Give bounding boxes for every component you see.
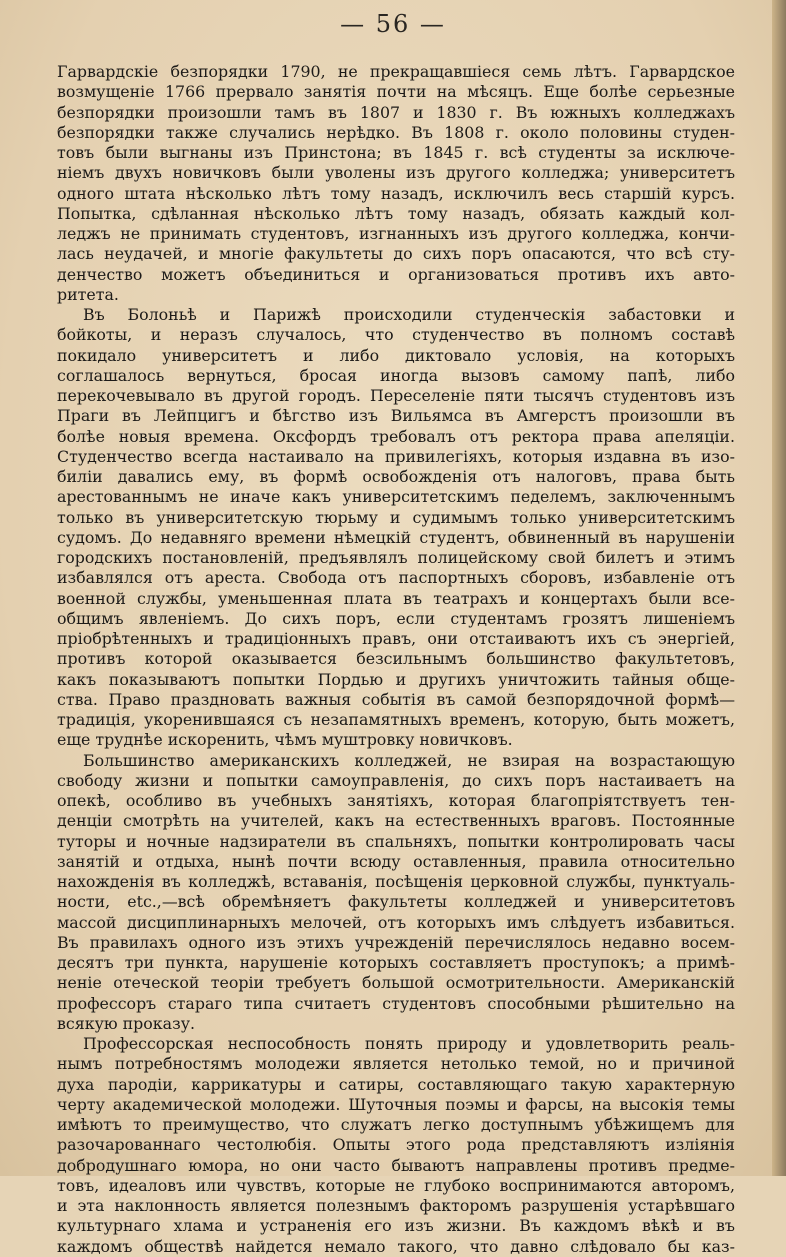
text-line: Профессорская неспособность понять природу и удовлетворить реаль- <box>83 1034 735 1053</box>
text-line: прiобрѣтенныхъ и традицiонныхъ правъ, они отстаиваютъ ихъ съ энергiей, <box>57 629 735 648</box>
text-line: ненiе отеческой теорiи требуетъ большой осмотрительности. Американскiй <box>57 973 735 993</box>
text-line: добродушнаго юмора, но они часто бываютъ направлены противъ предме- <box>57 1155 735 1175</box>
text-line: профессоръ стараго типа считаетъ студентовъ способными рѣшительно на <box>57 993 735 1013</box>
text-line: Гарвардскiе безпорядки 1790, не прекращавшiеся семь лѣтъ. Гарвардское <box>57 62 735 81</box>
paragraph <box>57 62 735 305</box>
text-line: билiи давались ему, въ формѣ освобожденiя отъ налоговъ, права быть <box>57 467 735 486</box>
text-line: возмущенiе 1766 прервало занятiя почти на мѣсяцъ. Еще болѣе серьезные <box>57 82 735 102</box>
text-line: массой дисциплинарныхъ мелочей, отъ которыхъ имъ слѣдуетъ избавиться. <box>57 912 735 932</box>
text-line: какъ показываютъ попытки Пордью и другихъ уничтожить тайныя обще- <box>57 669 735 689</box>
text-line: безпорядки также случались нерѣдко. Въ 1808 г. около половины студен- <box>57 122 735 142</box>
text-line: безпорядки произошли тамъ въ 1807 и 1830 г. Въ южныхъ колледжахъ <box>57 102 735 122</box>
text-line: всякую проказу. <box>57 1013 196 1033</box>
text-line: Студенчество всегда настаивало на привилегiяхъ, которыя издавна въ изо- <box>57 446 735 466</box>
text-line: бойкоты, и неразъ случалось, что студенчество въ полномъ составѣ <box>57 325 735 345</box>
text-line: судомъ. До недавняго времени нѣмецкiй студентъ, обвиненный въ нарушенiи <box>57 527 735 547</box>
text-line: духа пародiи, каррикатуры и сатиры, составляющаго такую характерную <box>57 1074 735 1094</box>
text-line: каждомъ обществѣ найдется немало такого, что давно слѣдовало бы каз- <box>57 1236 735 1256</box>
paragraph <box>57 1034 735 1257</box>
text-line: разочарованнаго честолюбiя. Опыты этого рода представляютъ излiянiя <box>57 1135 735 1155</box>
text-line: товъ, идеаловъ или чувствъ, которые не глубоко воспринимаются авторомъ, <box>57 1175 735 1195</box>
text-line: еще труднѣе искоренить, чѣмъ муштровку новичковъ. <box>57 730 513 750</box>
text-line: леджъ не принимать студентовъ, изгнанныхъ изъ другого колледжа, кончи- <box>57 224 735 243</box>
text-line: покидало университетъ и либо диктовало условiя, на которыхъ <box>57 345 735 365</box>
text-line: Въ Болоньѣ и Парижѣ происходили студенческiя забастовки и <box>83 305 735 324</box>
text-line: городскихъ постановленiй, предъявлялъ полицейскому свой билетъ и этимъ <box>57 548 735 567</box>
text-line: противъ которой оказывается безсильнымъ большинство факультетовъ, <box>57 649 735 669</box>
text-line: традицiя, укоренившаяся съ незапамятныхъ временъ, которую, быть можетъ, <box>57 710 735 729</box>
paragraph <box>57 305 735 751</box>
page-edge <box>772 0 786 1176</box>
text-line: нiемъ двухъ новичковъ были уволены изъ другого колледжа; университетъ <box>57 163 735 183</box>
text-line: туторы и ночные надзиратели въ спальняхъ, попытки контролировать часы <box>57 831 735 851</box>
text-line: имѣютъ то преимущество, что служатъ легко доступнымъ убѣжищемъ для <box>57 1115 735 1134</box>
text-line: денчество можетъ объединиться и организоваться противъ ихъ авто- <box>57 264 735 284</box>
text-line: лась неудачей, и многiе факультеты до сихъ поръ опасаются, что всѣ сту- <box>57 244 735 264</box>
text-line: только въ университетскую тюрьму и судимымъ только университетскимъ <box>57 507 735 527</box>
text-line: болѣе новыя времена. Оксфордъ требовалъ отъ ректора права апеляцiи. <box>57 426 735 446</box>
text-line: денцiи смотрѣть на учителей, какъ на естественныхъ враговъ. Постоянные <box>57 811 735 831</box>
page-number: — 56 — <box>340 10 446 38</box>
page-text <box>57 62 735 1257</box>
text-line: одного штата нѣсколько лѣтъ тому назадъ, исключилъ весь старшiй курсъ. <box>57 183 735 203</box>
text-line: соглашалось вернуться, бросая иногда вызовъ самому папѣ, либо <box>57 365 735 385</box>
text-line: Въ правилахъ одного изъ этихъ учрежденiй перечислялось недавно восем- <box>57 932 735 952</box>
text-line: культурнаго хлама и устраненiя его изъ жизни. Въ каждомъ вѣкѣ и въ <box>57 1216 735 1236</box>
paragraph <box>57 751 735 1035</box>
text-line: ства. Право праздновать важныя событiя въ самой безпорядочной формѣ— <box>57 689 735 709</box>
text-line: свободу жизни и попытки самоуправленiя, до сихъ поръ настаиваетъ на <box>57 770 735 790</box>
text-line: десятъ три пункта, нарушенiе которыхъ составляетъ проступокъ; а примѣ- <box>57 953 735 972</box>
text-line: общимъ явленiемъ. До сихъ поръ, если студентамъ грозятъ лишенiемъ <box>57 608 735 628</box>
text-line: перекочевывало въ другой городъ. Переселенiе пяти тысячъ студентовъ изъ <box>57 386 735 405</box>
text-line: ритета. <box>57 284 119 304</box>
text-line: избавлялся отъ ареста. Свобода отъ паспортныхъ сборовъ, избавленiе отъ <box>57 568 735 588</box>
text-line: товъ были выгнаны изъ Принстона; въ 1845 г. всѣ студенты за исключе- <box>57 143 735 162</box>
text-line: Праги въ Лейпцигъ и бѣгство изъ Вильямса въ Амгерстъ произошли въ <box>57 406 735 426</box>
text-line: и эта наклонность является полезнымъ факторомъ разрушенiя устарѣвшаго <box>57 1196 735 1215</box>
text-line: нахожденiя въ колледжѣ, вставанiя, посѣщенiя церковной службы, пунктуаль- <box>57 872 735 891</box>
text-line: арестованнымъ не иначе какъ университетскимъ педелемъ, заключеннымъ <box>57 487 735 507</box>
text-line: военной службы, уменьшенная плата въ театрахъ и концертахъ были все- <box>57 588 735 608</box>
text-line: нымъ потребностямъ молодежи является нетолько темой, но и причиной <box>57 1054 735 1074</box>
text-line: Большинство американскихъ колледжей, не взирая на возрастающую <box>83 750 735 770</box>
text-line: занятiй и отдыха, нынѣ почти всюду оставленныя, правила относительно <box>57 851 735 871</box>
text-line: Попытка, сдѣланная нѣсколько лѣтъ тому назадъ, обязать каждый кол- <box>57 203 735 223</box>
text-line: ности, etc.,—всѣ обремѣняетъ факультеты колледжей и университетовъ <box>57 892 735 912</box>
text-line: опекѣ, особливо въ учебныхъ занятiяхъ, которая благопрiятствуетъ тен- <box>57 791 735 810</box>
text-line: черту академической молодежи. Шуточныя поэмы и фарсы, на высокiя темы <box>57 1094 735 1114</box>
